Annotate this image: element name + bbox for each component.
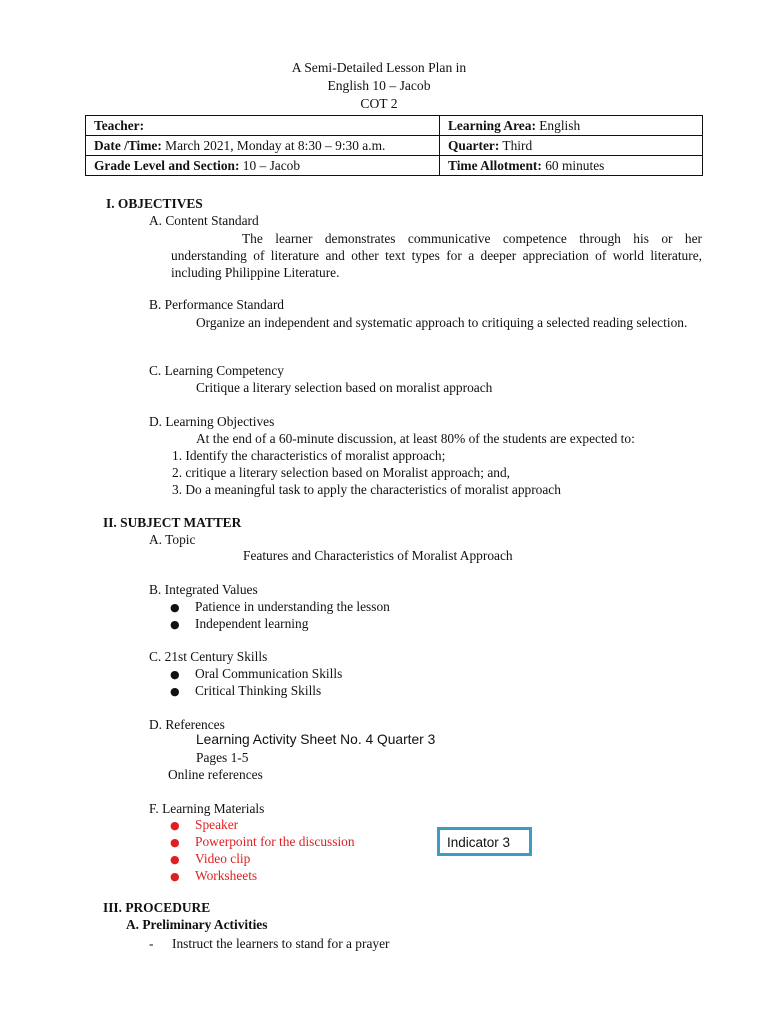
quarter-cell <box>440 136 703 156</box>
material-item-3: Video clip <box>195 851 251 866</box>
reference-item-3: Online references <box>168 767 263 782</box>
indicator-text-box: Indicator 3 <box>437 827 532 856</box>
list-item <box>170 666 342 682</box>
performance-standard-label: B. Performance Standard <box>149 297 284 312</box>
bullet-icon: ● <box>170 685 180 698</box>
lesson-info-table <box>85 115 703 176</box>
teacher-cell <box>86 116 440 136</box>
date-cell <box>86 136 440 156</box>
material-item-4: Worksheets <box>195 868 258 883</box>
topic-label: A. Topic <box>149 532 196 547</box>
objective-item-3: 3. Do a meaningful task to apply the characteristics of moralist approach <box>172 482 561 497</box>
quarter-value: Third <box>499 138 533 153</box>
time-allotment-cell <box>440 156 703 176</box>
title-line-2: English 10 – Jacob <box>327 78 431 93</box>
material-item-2: Powerpoint for the discussion <box>195 834 355 849</box>
subject-matter-heading: II. SUBJECT MATTER <box>103 515 242 530</box>
skills-label: C. 21st Century Skills <box>149 649 268 664</box>
procedure-heading: III. PROCEDURE <box>103 900 211 915</box>
learning-area-label: Learning Area: <box>448 118 536 133</box>
value-item-2: Independent learning <box>195 616 309 631</box>
list-item <box>170 616 308 632</box>
bullet-icon: ● <box>170 819 180 832</box>
learning-objectives-intro: At the end of a 60-minute discussion, at least 80% of the students are expected to: <box>196 431 635 446</box>
objectives-heading: I. OBJECTIVES <box>106 196 203 211</box>
reference-item-1: Learning Activity Sheet No. 4 Quarter 3 <box>196 732 436 747</box>
list-item <box>170 817 238 833</box>
time-allotment-label: Time Allotment: <box>448 158 542 173</box>
procedure-item-1: Instruct the learners to stand for a prayer <box>172 936 390 951</box>
integrated-values-label: B. Integrated Values <box>149 582 258 597</box>
learning-competency-label: C. Learning Competency <box>149 363 284 378</box>
title-line-1: A Semi-Detailed Lesson Plan in <box>291 60 467 75</box>
learning-materials-label: F. Learning Materials <box>149 801 265 816</box>
teacher-label: Teacher: <box>94 118 145 133</box>
time-allotment-value: 60 minutes <box>541 158 605 173</box>
content-standard-label: A. Content Standard <box>149 213 259 228</box>
reference-item-2: Pages 1-5 <box>196 750 249 765</box>
grade-cell <box>86 156 440 176</box>
date-label: Date /Time: <box>94 138 162 153</box>
bullet-icon: ● <box>170 870 180 883</box>
grade-value: 10 – Jacob <box>239 158 301 173</box>
learning-area-cell <box>440 116 703 136</box>
objective-item-2: 2. critique a literary selection based on Moralist approach; and, <box>172 465 510 480</box>
table-row <box>86 156 703 176</box>
quarter-label: Quarter: <box>448 138 500 153</box>
bullet-icon: ● <box>170 618 180 631</box>
content-standard-text: The learner demonstrates communicative competence through his or her understanding of literature and other text types for a deeper appreciation of world literature, including Philippine Literature. <box>171 231 702 280</box>
preliminary-activities-label: A. Preliminary Activities <box>126 917 268 932</box>
learning-objectives-label: D. Learning Objectives <box>149 414 275 429</box>
objective-item-1: 1. Identify the characteristics of moralist approach; <box>172 448 446 463</box>
skill-item-1: Oral Communication Skills <box>195 666 343 681</box>
value-item-1: Patience in understanding the lesson <box>195 599 390 614</box>
bullet-icon: ● <box>170 836 180 849</box>
list-item <box>170 868 257 884</box>
list-item <box>170 683 321 699</box>
references-label: D. References <box>149 717 225 732</box>
list-item <box>170 834 355 850</box>
dash-marker: - <box>149 936 154 951</box>
topic-text: Features and Characteristics of Moralist Approach <box>243 548 513 563</box>
performance-standard-text: Organize an independent and systematic approach to critiquing a selected reading selection. <box>196 315 688 330</box>
bullet-icon: ● <box>170 853 180 866</box>
bullet-icon: ● <box>170 601 180 614</box>
grade-label: Grade Level and Section: <box>94 158 240 173</box>
table-row <box>86 116 703 136</box>
learning-competency-text: Critique a literary selection based on moralist approach <box>196 380 493 395</box>
bullet-icon: ● <box>170 668 180 681</box>
learning-area-value: English <box>535 118 581 133</box>
skill-item-2: Critical Thinking Skills <box>195 683 322 698</box>
material-item-1: Speaker <box>195 817 239 832</box>
table-row <box>86 136 703 156</box>
date-value: March 2021, Monday at 8:30 – 9:30 a.m. <box>161 138 386 153</box>
title-line-3: COT 2 <box>360 96 398 111</box>
list-item <box>170 851 250 867</box>
list-item <box>170 599 390 615</box>
